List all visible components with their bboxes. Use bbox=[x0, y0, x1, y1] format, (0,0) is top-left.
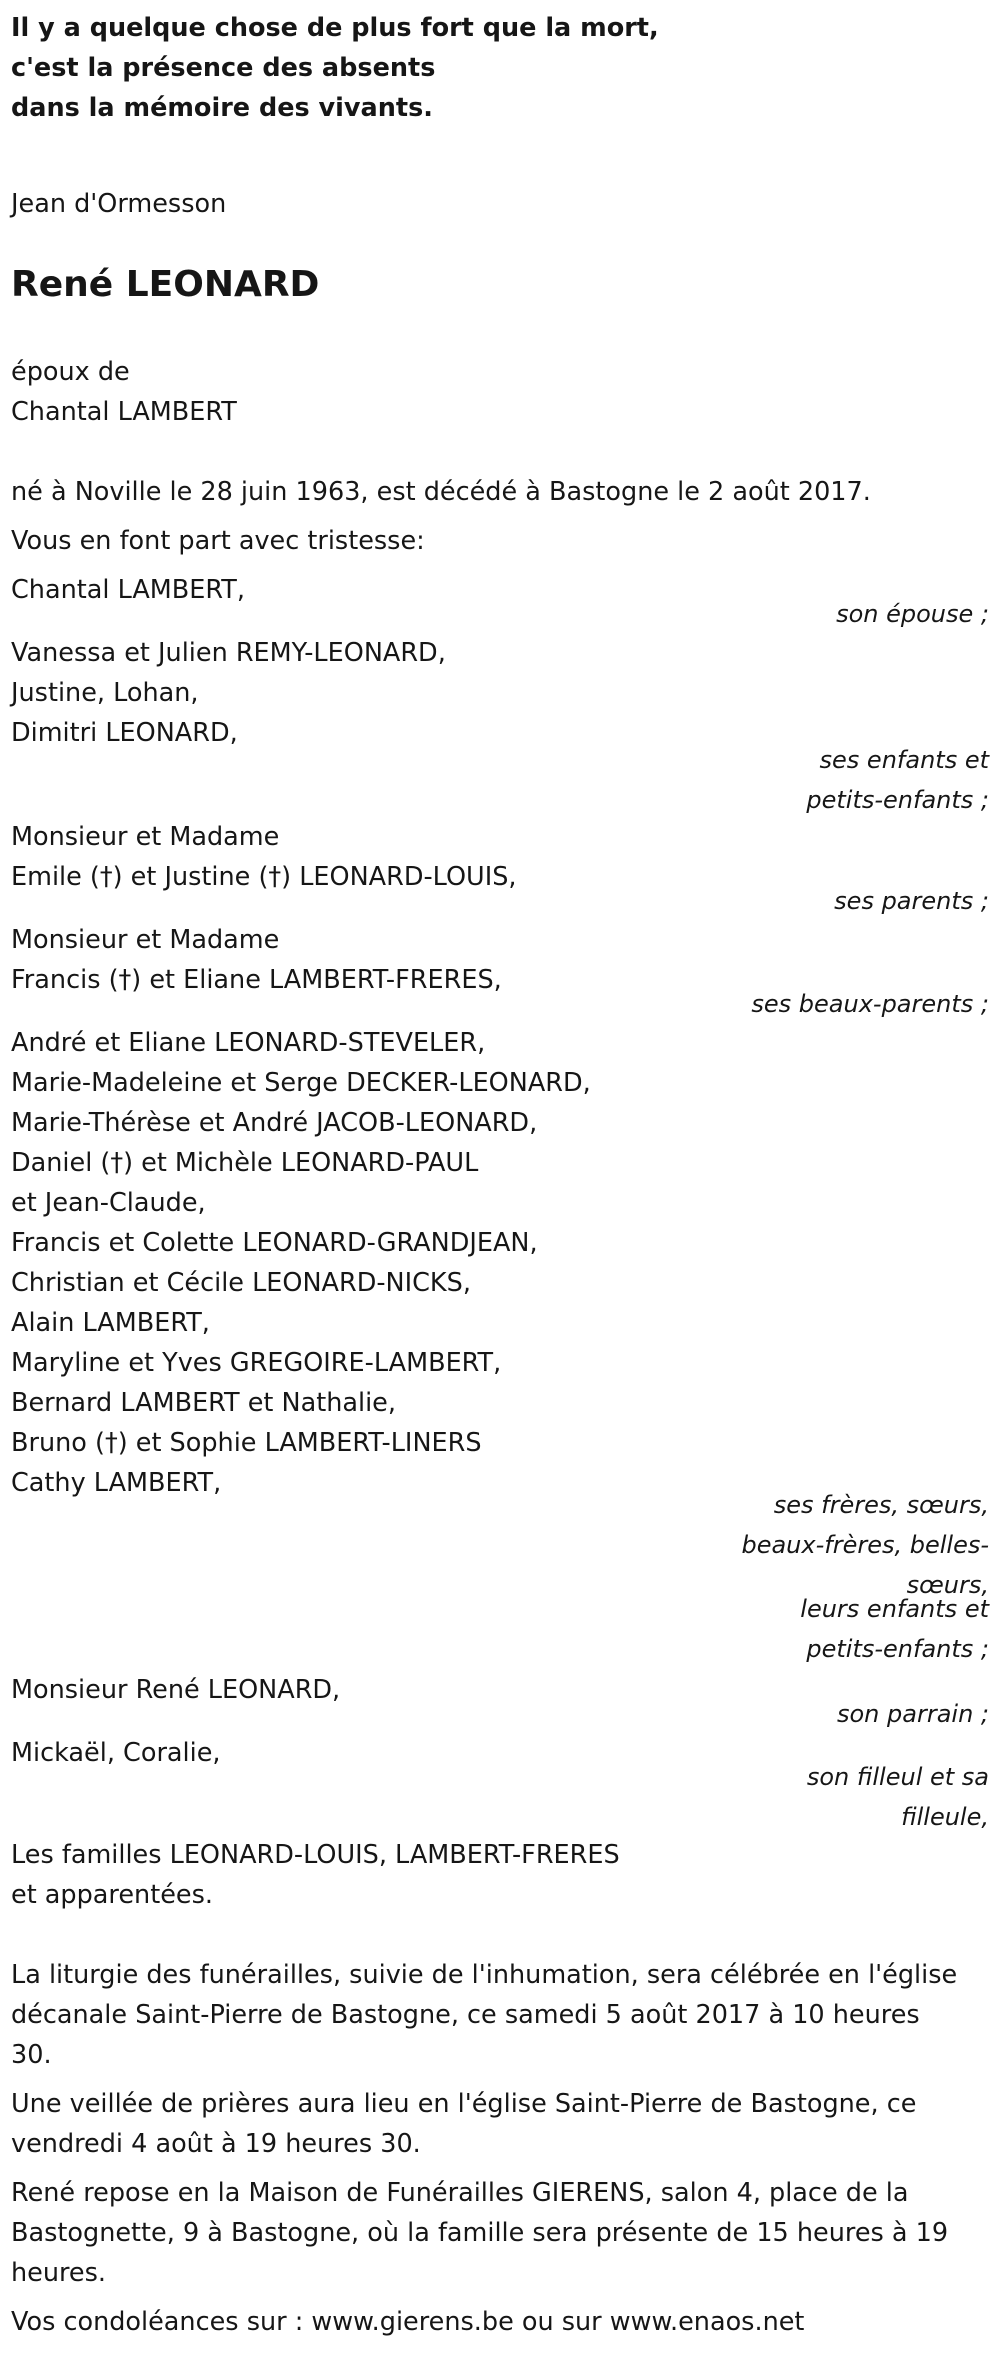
paragraph-line: vendredi 4 août à 19 heures 30. bbox=[11, 2129, 421, 2159]
paragraph-line: Vos condoléances sur : www.gierens.be ou sur www.enaos.net bbox=[11, 2307, 805, 2337]
family-names bbox=[11, 1835, 989, 1915]
family-group bbox=[11, 817, 989, 915]
family-name-line: André et Eliane LEONARD-STEVELER, bbox=[11, 1028, 486, 1058]
family-name-line: Bernard LAMBERT et Nathalie, bbox=[11, 1388, 396, 1418]
epigraph-quote bbox=[11, 8, 659, 128]
relation-line: beaux-frères, belles- bbox=[741, 1531, 989, 1559]
family-name-line: Mickaël, Coralie, bbox=[11, 1738, 221, 1768]
quote-author: Jean d'Ormesson bbox=[11, 189, 227, 219]
paragraph-line: René repose en la Maison de Funérailles GIERENS, salon 4, place de la bbox=[11, 2178, 909, 2208]
relation-line: ses beaux-parents ; bbox=[751, 990, 989, 1018]
family-relation bbox=[729, 1485, 989, 1669]
quote-line: c'est la présence des absents bbox=[11, 53, 436, 83]
family-name-line: Christian et Cécile LEONARD-NICKS, bbox=[11, 1268, 471, 1298]
relation-line: son épouse ; bbox=[836, 600, 989, 628]
relation-line: leurs enfants et bbox=[800, 1595, 989, 1623]
family-name-line: Maryline et Yves GREGOIRE-LAMBERT, bbox=[11, 1348, 502, 1378]
announcement-intro: Vous en font part avec tristesse: bbox=[11, 526, 425, 556]
deceased-name: René LEONARD bbox=[11, 264, 320, 305]
family-relation bbox=[729, 984, 989, 1024]
vigil-paragraph bbox=[11, 2084, 989, 2164]
relation-line: petits-enfants ; bbox=[806, 1635, 989, 1663]
family-name-line: Marie-Madeleine et Serge DECKER-LEONARD, bbox=[11, 1068, 591, 1098]
family-name-line: Daniel (†) et Michèle LEONARD-PAUL bbox=[11, 1148, 479, 1178]
spouse-name: Chantal LAMBERT bbox=[11, 397, 237, 427]
family-name-line: Justine, Lohan, bbox=[11, 678, 199, 708]
family-name-line: Alain LAMBERT, bbox=[11, 1308, 210, 1338]
family-name-line: Emile (†) et Justine (†) LEONARD-LOUIS, bbox=[11, 862, 517, 892]
quote-line: dans la mémoire des vivants. bbox=[11, 93, 433, 123]
family-name-line: Chantal LAMBERT, bbox=[11, 575, 245, 605]
family-name-line: Monsieur René LEONARD, bbox=[11, 1675, 341, 1705]
family-name-line: Cathy LAMBERT, bbox=[11, 1468, 222, 1498]
family-relation bbox=[729, 594, 989, 634]
family-relation bbox=[729, 740, 989, 820]
paragraph-line: Bastognette, 9 à Bastogne, où la famille sera présente de 15 heures à 19 bbox=[11, 2218, 949, 2248]
paragraph-line: 30. bbox=[11, 2040, 52, 2070]
relation-line: son filleul et sa bbox=[806, 1763, 989, 1791]
family-name-line: et apparentées. bbox=[11, 1880, 213, 1910]
family-name-line: Marie-Thérèse et André JACOB-LEONARD, bbox=[11, 1108, 538, 1138]
family-name-line: Les familles LEONARD-LOUIS, LAMBERT-FRERES bbox=[11, 1840, 620, 1870]
family-group bbox=[11, 1733, 989, 1831]
family-name-line: Dimitri LEONARD, bbox=[11, 718, 238, 748]
quote-line: Il y a quelque chose de plus fort que la mort, bbox=[11, 13, 659, 43]
funeral-service-paragraph bbox=[11, 1955, 989, 2075]
relation-line: son parrain ; bbox=[836, 1700, 989, 1728]
family-names bbox=[11, 1023, 989, 1503]
family-group bbox=[11, 1835, 989, 1915]
relation-line: ses parents ; bbox=[834, 887, 989, 915]
family-group bbox=[11, 1670, 989, 1728]
family-name-line: Francis (†) et Eliane LAMBERT-FRERES, bbox=[11, 965, 502, 995]
birth-death-line: né à Noville le 28 juin 1963, est décédé à Bastogne le 2 août 2017. bbox=[11, 477, 871, 507]
family-relation bbox=[729, 1694, 989, 1734]
relation-line: sœurs, bbox=[906, 1571, 989, 1599]
family-name-line: Bruno (†) et Sophie LAMBERT-LINERS bbox=[11, 1428, 482, 1458]
paragraph-line: Une veillée de prières aura lieu en l'église Saint-Pierre de Bastogne, ce bbox=[11, 2089, 917, 2119]
family-name-line: Francis et Colette LEONARD-GRANDJEAN, bbox=[11, 1228, 538, 1258]
family-name-line: Monsieur et Madame bbox=[11, 822, 280, 852]
family-relation bbox=[729, 881, 989, 921]
relation-line: filleule, bbox=[901, 1803, 989, 1831]
visitation-paragraph bbox=[11, 2173, 989, 2293]
family-group bbox=[11, 920, 989, 1018]
family-name-line: Monsieur et Madame bbox=[11, 925, 280, 955]
spouse-label: époux de bbox=[11, 357, 130, 387]
paragraph-line: La liturgie des funérailles, suivie de l'inhumation, sera célébrée en l'église bbox=[11, 1960, 958, 1990]
family-relation bbox=[729, 1757, 989, 1837]
relation-line: petits-enfants ; bbox=[806, 786, 989, 814]
relation-line: ses enfants et bbox=[819, 746, 989, 774]
family-group bbox=[11, 570, 989, 628]
paragraph-line: heures. bbox=[11, 2258, 107, 2288]
condolences-paragraph bbox=[11, 2302, 989, 2342]
family-group bbox=[11, 633, 989, 814]
family-names bbox=[11, 633, 989, 753]
spouse-block bbox=[11, 352, 237, 432]
family-name-line: Vanessa et Julien REMY-LEONARD, bbox=[11, 638, 446, 668]
paragraph-line: décanale Saint-Pierre de Bastogne, ce samedi 5 août 2017 à 10 heures bbox=[11, 2000, 920, 2030]
family-name-line: et Jean-Claude, bbox=[11, 1188, 206, 1218]
family-group bbox=[11, 1023, 989, 1663]
relation-line: ses frères, sœurs, bbox=[773, 1491, 989, 1519]
